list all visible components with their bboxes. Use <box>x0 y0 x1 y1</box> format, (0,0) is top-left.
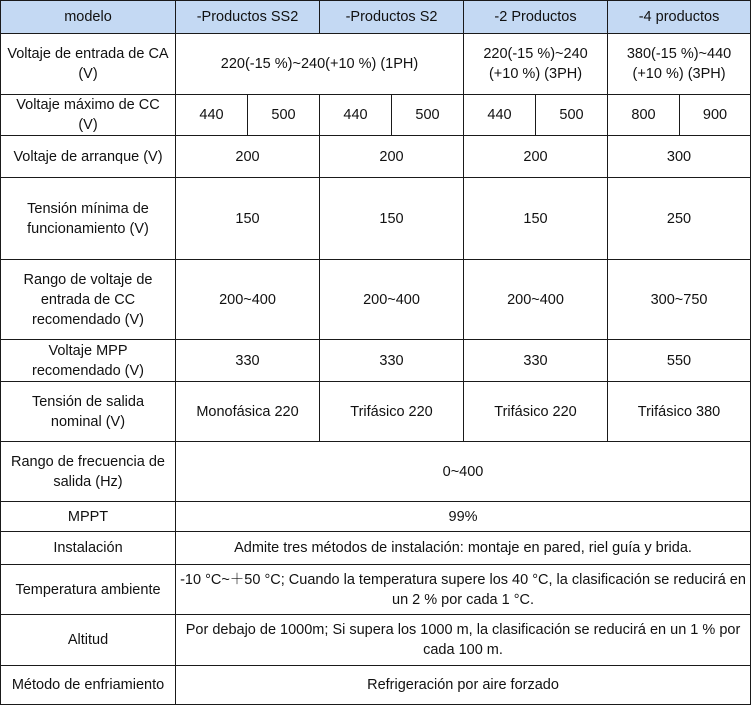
cell-value: 440 <box>176 95 248 136</box>
cell-value: 900 <box>680 95 751 136</box>
cell-value: 550 <box>608 340 751 382</box>
cell-ac-input-2: 220(-15 %)~240 (+10 %) (3PH) <box>464 34 608 95</box>
row-output-voltage <box>1 382 751 442</box>
row-installation <box>1 532 751 565</box>
cell-value: 200~400 <box>464 260 608 340</box>
cell-value: 500 <box>392 95 464 136</box>
cell-value: 330 <box>320 340 464 382</box>
cell-ac-input-4: 380(-15 %)~440 (+10 %) (3PH) <box>608 34 751 95</box>
cell-value: Trifásico 380 <box>608 382 751 442</box>
cell-value: 200 <box>176 136 320 178</box>
cell-value: 250 <box>608 178 751 260</box>
cell-value: 200~400 <box>320 260 464 340</box>
row-ac-input <box>1 34 751 95</box>
row-output-frequency <box>1 442 751 502</box>
row-dc-range <box>1 260 751 340</box>
cell-value: -10 °C~＋50 °C; Cuando la temperatura supere los 40 °C, la clasificación se reducirá en un 2 % por cada 1 °C. <box>176 565 751 615</box>
row-altitude <box>1 615 751 666</box>
cell-value: 300~750 <box>608 260 751 340</box>
cell-value: 330 <box>176 340 320 382</box>
row-mppt <box>1 502 751 532</box>
row-ambient-temperature <box>1 565 751 615</box>
cell-value: 440 <box>320 95 392 136</box>
row-label: Voltaje de entrada de CA (V) <box>1 34 176 95</box>
row-mpp-voltage <box>1 340 751 382</box>
cell-value: Trifásico 220 <box>320 382 464 442</box>
cell-value: Admite tres métodos de instalación: montaje en pared, riel guía y brida. <box>176 532 751 565</box>
row-label: Tensión mínima de funcionamiento (V) <box>1 178 176 260</box>
row-label: Rango de frecuencia de salida (Hz) <box>1 442 176 502</box>
cell-ac-input-1ph: 220(-15 %)~240(+10 %) (1PH) <box>176 34 464 95</box>
cell-value: 99% <box>176 502 751 532</box>
row-start-voltage <box>1 136 751 178</box>
cell-value: 300 <box>608 136 751 178</box>
header-modelo: modelo <box>1 1 176 34</box>
cell-value: 150 <box>320 178 464 260</box>
row-label: Método de enfriamiento <box>1 666 176 705</box>
cell-value: Trifásico 220 <box>464 382 608 442</box>
header-ss2: -Productos SS2 <box>176 1 320 34</box>
row-label: Voltaje MPP recomendado (V) <box>1 340 176 382</box>
row-label: Altitud <box>1 615 176 666</box>
row-label: Voltaje máximo de CC (V) <box>1 95 176 136</box>
cell-value: 200 <box>320 136 464 178</box>
row-min-operating <box>1 178 751 260</box>
row-label: Instalación <box>1 532 176 565</box>
row-label: Rango de voltaje de entrada de CC recomendado (V) <box>1 260 176 340</box>
header-row <box>1 1 751 34</box>
cell-value: 200 <box>464 136 608 178</box>
cell-value: 0~400 <box>176 442 751 502</box>
row-label: MPPT <box>1 502 176 532</box>
cell-value: 150 <box>176 178 320 260</box>
row-label: Voltaje de arranque (V) <box>1 136 176 178</box>
cell-value: 500 <box>248 95 320 136</box>
row-cooling <box>1 666 751 705</box>
cell-value: 800 <box>608 95 680 136</box>
cell-value: 150 <box>464 178 608 260</box>
cell-value: Monofásica 220 <box>176 382 320 442</box>
row-max-dc <box>1 95 751 136</box>
row-label: Temperatura ambiente <box>1 565 176 615</box>
cell-value: Por debajo de 1000m; Si supera los 1000 m, la clasificación se reducirá en un 1 % por cada 100 m. <box>176 615 751 666</box>
header-4-productos: -4 productos <box>608 1 751 34</box>
cell-value: 440 <box>464 95 536 136</box>
header-s2: -Productos S2 <box>320 1 464 34</box>
cell-value: 500 <box>536 95 608 136</box>
header-2-productos: -2 Productos <box>464 1 608 34</box>
cell-value: 200~400 <box>176 260 320 340</box>
cell-value: 330 <box>464 340 608 382</box>
cell-value: Refrigeración por aire forzado <box>176 666 751 705</box>
row-label: Tensión de salida nominal (V) <box>1 382 176 442</box>
